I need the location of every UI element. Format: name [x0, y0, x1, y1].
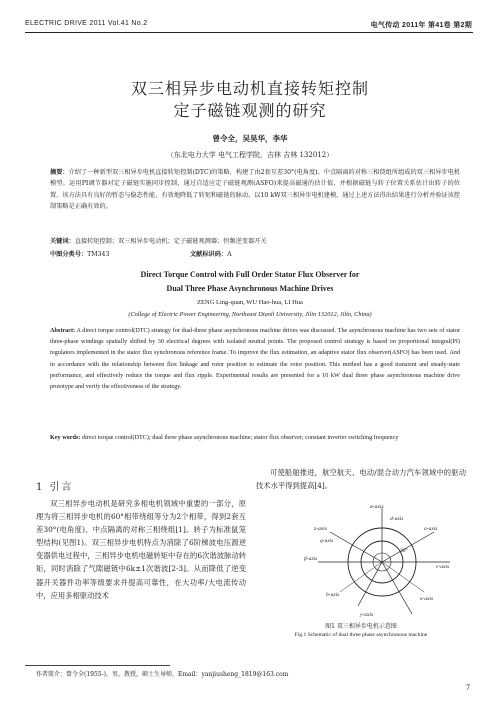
abstract-en	[50, 325, 460, 392]
fig1-label-b: b-axis	[326, 592, 340, 598]
footnote-rule	[25, 665, 170, 666]
keywords-cn	[50, 236, 460, 247]
doc-code-value: A	[227, 251, 232, 258]
keywords-cn-label: 关键词：	[50, 238, 75, 245]
title-cn-line1: 双三相异步电动机直接转矩控制	[130, 79, 369, 98]
intro-left-column: 双三相异步电动机是研究多相电机领域中重要的一部分，原理为将三相异步电机的60°相带绕组等分为2个相带，得到2套互差30°(电角度)、中点隔离的对称三相绕组[1]。转子为标准鼠笼型结构(见图1)。双三相异步电机特点为消除了6阶梯波电压源逆变器供电过程中，三相异步电机电磁转矩中存在的6次谐波脉动转矩，同时消除了气隙磁链中6k±1次谐波[2-3]。从而降低了逆变器开关器件功率等级要求并提高可靠性，在大功率/大电流传动中，应用多相驱动技术	[36, 499, 246, 600]
keywords-cn-text: 直接转矩控制；双三相异步电动机；定子磁链观测器；恒频逆变器开关	[74, 238, 267, 245]
document-code	[190, 249, 232, 260]
title-cn-line2: 定子磁链观测的研究	[173, 101, 327, 120]
page-number: 7	[466, 683, 470, 692]
doc-code-label: 文献标识码：	[190, 251, 228, 258]
clc-number	[50, 249, 109, 260]
abstract-cn-text: 介绍了一种新型双三相异步电机直接转矩控制(DTC)的策略，构建了由2套互差30°(电角度)、中点隔离的对称三相绕组所组成的双三相异步电机模型。运用PI调节器对定子磁链实施同步控制，通过自适应定子磁链观测(ASFO)来提高磁通的估计值，并根据磁链与转子位置关系估计出转子的位置。该方法具有良好的暂态与稳态性能，有效地降低了转矩和磁链的脉动。以10 kW双三相异步电机建模，通过上述方法得出结果进行分析并验证该控制策略是正确有效的。	[50, 169, 461, 210]
fig1-label-alpha: α-axis	[370, 504, 384, 510]
abstract-en-label: Abstract:	[50, 327, 76, 334]
author-footnote: 作者简介：曾令全(1955-)，男，教授，硕士生导师，Email：yanjiusheng_1819@163.com	[36, 671, 289, 678]
fig1-label-a: a-axis	[424, 526, 438, 532]
fig1-label-z: z-axis	[314, 526, 327, 532]
affiliation-en: (College of Electric Power Engineering, Northeast Dianli University, Jilin 132012, Jilin, China)	[128, 311, 372, 318]
clc-value: TM343	[87, 251, 110, 258]
clc-label: 中图分类号：	[50, 251, 88, 258]
fig1-label-beta: β-axis	[304, 556, 318, 562]
keywords-en-text: direct torque control(DTC); dual three phase asynchronous machine; stator flux observer; constant inverter switching frequency	[81, 434, 399, 441]
keywords-en	[50, 432, 460, 443]
fig1-label-x: x-axis	[420, 596, 434, 602]
intro-right-column: 可使船舶推进，航空航天、电动/混合动力汽车领域中的驱动技术水平得到提高[4]。	[256, 468, 466, 491]
fig1-label-y: y-axis	[360, 612, 374, 618]
title-en-line1: Direct Torque Control with Full Order Stator Flux Observer for	[140, 270, 360, 279]
fig1-label-d: d-axis	[390, 516, 404, 522]
authors-cn: 曾令全，吴昊华，李华	[212, 134, 288, 143]
title-en-line2: Dual Three Phase Asynchronous Machine Drives	[166, 284, 334, 293]
abstract-cn	[50, 167, 460, 212]
fig1-label-q: q-axis	[320, 538, 334, 544]
abstract-cn-label: 摘要：	[50, 169, 69, 176]
fig1-label-angle: 30°	[400, 548, 408, 554]
figure1-machine-diagram	[300, 502, 465, 620]
affiliation-cn: （东北电力大学 电气工程学院，吉林 吉林 132012）	[166, 151, 334, 159]
figure1-caption-en: Fig.1 Schematic of dual three phase asynchronous machine	[294, 632, 428, 638]
section1-heading: 1 引言	[36, 482, 74, 493]
keywords-en-label: Key words:	[50, 434, 81, 441]
header-rule	[25, 32, 473, 33]
journal-header-left: ELECTRIC DRIVE 2011 Vol.41 No.2	[25, 20, 148, 27]
abstract-en-text: A direct torque control(DTC) strategy for dual-three phase asynchronous machine drives was discussed. The asynchronous machine has two sets of stator three-phase windings spatially shifted by 30 electrical degrees with isolated neutral points. The proposed control strategy is based on proportional integral(PI) regulators implemented in the stator flux synchronous reference frame. To improve the flux estimation, an adaptive stator flux observer(ASFO) has been used. And in accordance with the relationship between flux linkage and rotor position to estimate the rotor position. This method has a good transient and steady-state performance, and effectively reduce the torque and flux ripple. Experimental results are presented for a 10 kW dual three phase asynchronous machine drive prototype and verify the effectiveness of the strategy.	[50, 327, 460, 391]
fig1-label-c: c-axis	[436, 564, 450, 570]
figure1-caption-cn: 图1 双三相异步电机示意图	[325, 623, 397, 630]
authors-en: ZENG Ling-quan, WU Hao-hua, LI Hua	[197, 299, 303, 306]
journal-header-right: 电气传动 2011年 第41卷 第2期	[370, 22, 472, 29]
